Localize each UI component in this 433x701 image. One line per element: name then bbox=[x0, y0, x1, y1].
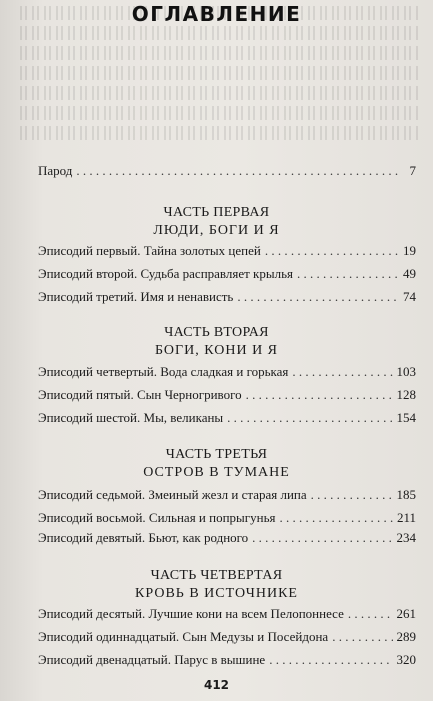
toc-entry bbox=[38, 530, 416, 546]
toc-entry bbox=[38, 652, 416, 668]
toc-entry bbox=[38, 510, 416, 526]
toc-entry-label: Эписодий восьмой. Сильная и попрыгунья bbox=[38, 510, 276, 525]
leader-dots bbox=[265, 243, 398, 259]
leader-dots bbox=[297, 266, 398, 282]
toc-entry-label: Эписодий девятый. Бьют, как родного bbox=[38, 530, 249, 545]
toc-entry-page: 49 bbox=[403, 266, 416, 281]
toc-entry-label: Эписодий десятый. Лучшие кони на всем Пелопоннесе bbox=[38, 606, 344, 621]
part-subtitle: ЛЮДИ, БОГИ И Я bbox=[153, 223, 280, 238]
part-subtitle: КРОВЬ В ИСТОЧНИКЕ bbox=[135, 586, 298, 601]
toc-entry-page: 103 bbox=[396, 364, 416, 379]
toc-entry-label: Эписодий пятый. Сын Черногривого bbox=[38, 387, 242, 402]
page-title: ОГЛАВЛЕНИЕ bbox=[131, 2, 302, 26]
leader-dots bbox=[76, 163, 398, 179]
part-title: ЧАСТЬ ТРЕТЬЯ bbox=[165, 447, 268, 462]
toc-entry-page: 154 bbox=[396, 410, 416, 425]
toc-entry-page: 7 bbox=[409, 163, 416, 178]
toc-entry-page: 261 bbox=[396, 606, 416, 621]
part-title: ЧАСТЬ ЧЕТВЕРТАЯ bbox=[150, 568, 283, 583]
toc-entry-page: 74 bbox=[403, 289, 416, 304]
leader-dots bbox=[348, 606, 393, 622]
toc-entry-label: Эписодий четвертый. Вода сладкая и горькая bbox=[38, 364, 289, 379]
leader-dots bbox=[237, 289, 398, 305]
leader-dots bbox=[227, 410, 392, 426]
leader-dots bbox=[269, 652, 392, 668]
toc-entry-label: Эписодий одиннадцатый. Сын Медузы и Посейдона bbox=[38, 629, 329, 644]
toc-entry bbox=[38, 364, 416, 380]
toc-entry bbox=[38, 289, 416, 305]
part-title: ЧАСТЬ ПЕРВАЯ bbox=[163, 205, 270, 220]
toc-entry bbox=[38, 606, 416, 622]
leader-dots bbox=[292, 364, 392, 380]
part-heading-4 bbox=[0, 567, 433, 603]
leader-dots bbox=[332, 629, 392, 645]
toc-entry bbox=[38, 410, 416, 426]
part-heading-3 bbox=[0, 446, 433, 482]
toc-entry-label: Эписодий третий. Имя и ненависть bbox=[38, 289, 234, 304]
toc-entry-page: 185 bbox=[396, 487, 416, 502]
toc-entry-label: Эписодий второй. Судьба расправляет крылья bbox=[38, 266, 294, 281]
toc-entry-label: Эписодий первый. Тайна золотых цепей bbox=[38, 243, 261, 258]
part-subtitle: БОГИ, КОНИ И Я bbox=[154, 343, 279, 358]
toc-entry-label: Эписодий двенадцатый. Парус в вышине bbox=[38, 652, 266, 667]
toc-entry-label: Эписодий седьмой. Змеиный жезл и старая липа bbox=[38, 487, 307, 502]
toc-entry-prologue bbox=[38, 163, 416, 179]
toc-entry bbox=[38, 487, 416, 503]
leader-dots bbox=[252, 530, 392, 546]
toc-entry bbox=[38, 629, 416, 645]
page-number: 412 bbox=[203, 678, 230, 692]
toc-entry-label: Эписодий шестой. Мы, великаны bbox=[38, 410, 224, 425]
toc-entry-page: 128 bbox=[396, 387, 416, 402]
toc-entry bbox=[38, 266, 416, 282]
part-title: ЧАСТЬ ВТОРАЯ bbox=[164, 325, 269, 340]
part-heading-2 bbox=[0, 324, 433, 360]
toc-entry-page: 234 bbox=[396, 530, 416, 545]
toc-entry-page: 211 bbox=[396, 510, 416, 525]
toc-entry bbox=[38, 387, 416, 403]
part-subtitle: ОСТРОВ В ТУМАНЕ bbox=[143, 465, 290, 480]
toc-entry-label: Парод bbox=[38, 163, 73, 178]
leader-dots bbox=[246, 387, 393, 403]
leader-dots bbox=[279, 510, 392, 526]
toc-entry-page: 289 bbox=[396, 629, 416, 644]
toc-entry-page: 19 bbox=[403, 243, 416, 258]
leader-dots bbox=[311, 487, 393, 503]
toc-entry-page: 320 bbox=[396, 652, 416, 667]
toc-entry bbox=[38, 243, 416, 259]
part-heading-1 bbox=[0, 204, 433, 240]
